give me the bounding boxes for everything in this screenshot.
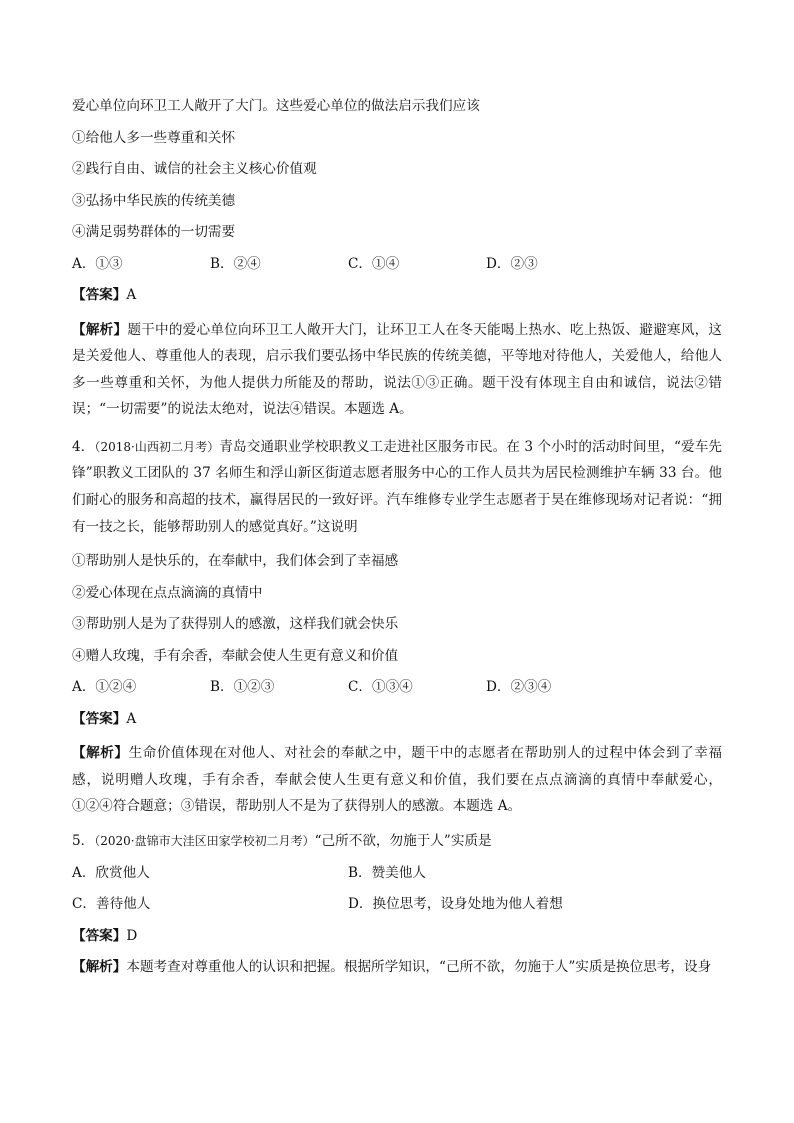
question-source: （2020·盘锦市大洼区田家学校初二月考）	[94, 834, 315, 849]
q3-analysis	[72, 317, 722, 423]
q4-option-c: C．①③④	[348, 679, 413, 696]
answer-tag: 【答案】	[72, 927, 127, 944]
q3-option-b: B．②④	[210, 255, 261, 272]
answer-tag: 【答案】	[72, 287, 127, 303]
analysis-text: 本题考查对尊重他人的认识和把握。根据所学知识，“己所不欲，勿施于人”实质是换位思考，设身	[126, 959, 712, 976]
q5-option-b: B．赞美他人	[348, 864, 426, 881]
q3-item-3: ③弘扬中华民族的传统美德	[72, 192, 236, 209]
q4-option-b: B．①②③	[210, 679, 275, 696]
q3-option-a: A．①③	[72, 255, 123, 272]
answer-tag: 【答案】	[72, 710, 127, 727]
question-number: 5．	[72, 833, 95, 850]
q4-item-1: ①帮助别人是快乐的，在奉献中，我们体会到了幸福感	[72, 553, 399, 570]
q4-analysis	[72, 740, 722, 820]
answer-value: A	[126, 287, 137, 303]
analysis-text: 题干中的爱心单位向环卫工人敞开大门，让环卫工人在冬天能喝上热水、吃上热饭、避避寒风，这是关爱他人、尊重他人的表现，启示我们要弘扬中华民族的传统美德，平等地对待他人，关爱他人，给他人多一些尊重和关怀，为他人提供力所能及的帮助，说法①③正确。题干没有体现主自由和诚信，说法②错误；“一切需要”的说法太绝对，说法④错误。本题选 A。	[72, 321, 723, 418]
q4-item-2: ②爱心体现在点点滴滴的真情中	[72, 584, 263, 601]
q4-stem	[72, 434, 722, 540]
q3-answer	[72, 285, 722, 305]
q5-options-row-1	[72, 863, 722, 883]
document-content	[72, 96, 722, 989]
q5-analysis	[72, 957, 722, 977]
analysis-tag: 【解析】	[72, 745, 129, 762]
question-number: 4．	[72, 438, 95, 455]
q4-item-3: ③帮助别人是为了获得别人的感激，这样我们就会快乐	[72, 616, 399, 633]
q4-answer	[72, 709, 722, 729]
q5-answer	[72, 926, 722, 946]
q3-options	[72, 254, 722, 274]
q4-options	[72, 677, 722, 697]
question-text: “己所不欲，勿施于人”实质是	[314, 833, 492, 850]
q4-option-a: A．①②④	[72, 679, 137, 696]
analysis-text: 生命价值体现在对他人、对社会的奉献之中，题干中的志愿者在帮助别人的过程中体会到了幸福感，说明赠人玫瑰，手有余香，奉献会使人生更有意义和价值，我们要在点点滴滴的真情中奉献爱心，①②④符合题意；③错误，帮助别人不是为了获得别人的感激。本题选 A。	[72, 745, 723, 815]
q3-option-c: C．①④	[348, 255, 400, 272]
q5-option-c: C．善待他人	[72, 896, 151, 913]
q4-item-4: ④赠人玫瑰，手有余香，奉献会使人生更有意义和价值	[72, 647, 399, 664]
q3-item-2: ②践行自由、诚信的社会主义核心价值观	[72, 161, 317, 177]
answer-value: D	[126, 927, 138, 944]
question-source: （2018·山西初二月考）	[94, 439, 220, 454]
q3-item-4: ④满足弱势群体的一切需要	[72, 224, 236, 240]
q3-stem: 爱心单位向环卫工人敞开了大门。这些爱心单位的做法启示我们应该	[72, 98, 480, 114]
q4-option-d: D．②③④	[486, 679, 552, 696]
q5-option-d: D．换位思考，设身处地为他人着想	[348, 896, 563, 913]
q5-stem	[72, 831, 722, 851]
q5-option-a: A．欣赏他人	[72, 864, 150, 881]
question-text: 青岛交通职业学校职教义工走进社区服务市民。在 3 个小时的活动时间里，“爱车先锋”职教义工团队的 37 名师生和浮山新区街道志愿者服务中心的工作人员共为居民检测维护车辆 33 台。他们耐心的服务和高超的技术，赢得居民的一致好评。汽车维修专业学生志愿者于昊在维修现场对记者说：“拥有一技之长，能够帮助别人的感觉真好。”这说明	[72, 438, 722, 535]
q3-option-d: D．②③	[486, 255, 538, 272]
q3-item-1: ①给他人多一些尊重和关怀	[72, 129, 236, 146]
answer-value: A	[126, 710, 137, 727]
analysis-tag: 【解析】	[72, 959, 127, 976]
q5-options-row-2	[72, 894, 722, 914]
analysis-tag: 【解析】	[72, 321, 128, 338]
